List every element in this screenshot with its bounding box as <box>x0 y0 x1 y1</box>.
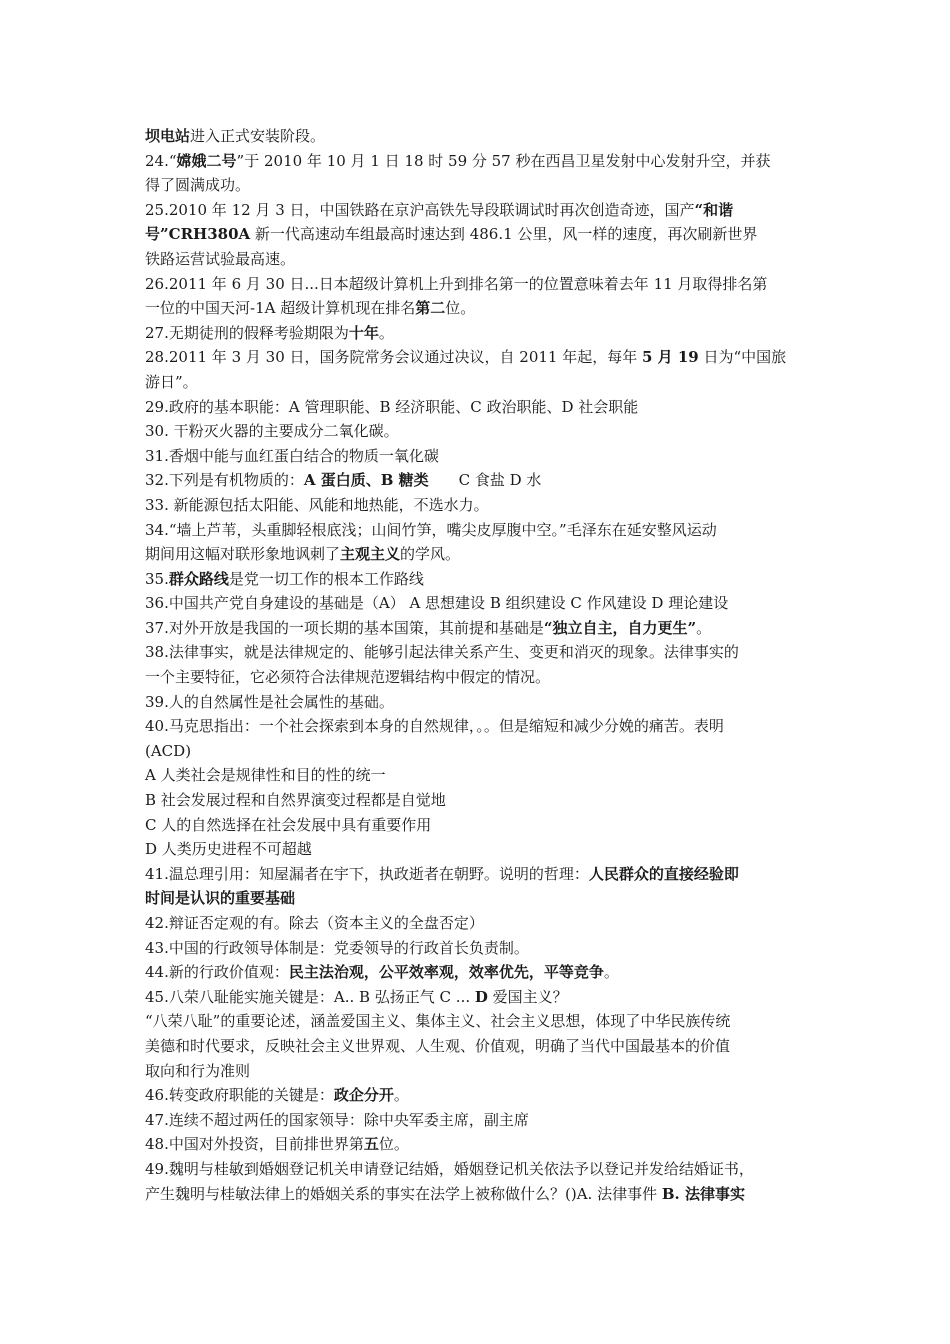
text-line <box>145 345 813 370</box>
text-line <box>145 739 813 764</box>
bold-text-segment: D <box>474 987 488 1006</box>
text-line <box>145 837 813 862</box>
text-segment: 38.法律事实，就是法律规定的、能够引起法律关系产生、变更和消灭的现象。法律事实的 <box>145 643 739 662</box>
text-segment: 28.2011 年 3 月 30 日，国务院常务会议通过决议，自 2011 年起，每年 <box>145 348 642 367</box>
text-segment: 爱国主义？ <box>487 987 568 1006</box>
text-segment: 一位的中国天河-1A 超级计算机现在排名 <box>145 299 416 318</box>
text-segment: 的学风。 <box>400 545 461 564</box>
text-line <box>145 198 813 223</box>
text-segment: 24.“ <box>145 151 177 170</box>
bold-text-segment: 政企分开 <box>333 1086 394 1105</box>
text-segment: 42.辩证否定观的有。除去（资本主义的全盘否定） <box>145 914 484 932</box>
text-line <box>145 813 813 838</box>
text-line <box>145 788 813 813</box>
text-segment: (ACD) <box>145 741 192 760</box>
text-segment: 游日”。 <box>145 372 198 391</box>
text-line <box>145 985 813 1010</box>
text-line <box>145 960 813 985</box>
bold-text-segment: 5 月 19 <box>641 348 699 367</box>
text-line <box>145 714 813 739</box>
bold-text-segment: “独立自主，自力更生” <box>543 618 697 637</box>
text-segment: 40.马克思指出：一个社会探索到本身的自然规律，。。但是缩短和减少分娩的痛苦。表明 <box>145 717 724 736</box>
text-segment: A 人类社会是规律性和目的性的统一 <box>145 766 386 785</box>
text-line <box>145 1108 813 1133</box>
text-line <box>145 124 813 149</box>
text-line <box>145 640 813 665</box>
text-segment: 一个主要特征，它必须符合法律规范逻辑结构中假定的情况。 <box>145 668 551 687</box>
text-segment: 26.2011 年 6 月 30 日...日本超级计算机上升到排名第一的位置意味着去年 11 月取得排名第 <box>145 274 768 293</box>
text-segment: 34.“墙上芦苇，头重脚轻根底浅；山间竹笋，嘴尖皮厚腹中空。”毛泽东在延安整风运动 <box>145 520 717 539</box>
text-segment: C 食盐 D 水 <box>428 471 542 490</box>
text-segment: 27.无期徒刑的假释考验期限为 <box>145 323 349 342</box>
bold-text-segment: 人民群众的直接经验即 <box>588 864 739 883</box>
text-segment: 。 <box>603 963 619 982</box>
bold-text-segment: 十年 <box>348 323 379 342</box>
text-line <box>145 395 813 420</box>
text-segment: 产生魏明与桂敏法律上的婚姻关系的事实在法学上被称做什么？()A. 法律事件 <box>145 1184 662 1203</box>
text-segment: 30. 干粉灭火器的主要成分二氧化碳。 <box>145 422 399 441</box>
text-line <box>145 247 813 272</box>
text-line <box>145 419 813 444</box>
text-line <box>145 1034 813 1059</box>
text-segment: 41.温总理引用：知屋漏者在宇下，执政逝者在朝野。说明的哲理： <box>145 864 589 883</box>
text-segment: 36.中国共产党自身建设的基础是（A） A 思想建设 B 组织建设 C 作风建设 D 理论建设 <box>145 594 729 613</box>
text-line <box>145 272 813 297</box>
bold-text-segment: 民主法治观，公平效率观，效率优先，平等竞争 <box>288 963 604 982</box>
text-line <box>145 1157 813 1182</box>
bold-text-segment: “和谐 <box>694 200 734 219</box>
text-segment: 33. 新能源包括太阳能、风能和地热能，不选水力。 <box>145 495 489 514</box>
text-segment: 。 <box>393 1086 409 1105</box>
bold-text-segment: 群众路线 <box>168 569 229 588</box>
text-line <box>145 862 813 887</box>
text-segment: 取向和行为准则 <box>145 1061 251 1080</box>
text-segment: 45.八荣八耻能实施关键是：A.. B 弘扬正气 C ... <box>145 987 475 1006</box>
text-segment: “八荣八耻”的重要论述，涵盖爱国主义、集体主义、社会主义思想，体现了中华民族传统 <box>145 1012 731 1031</box>
text-segment: 新一代高速动车组最高时速达到 486.1 公里，风一样的速度，再次刷新世界 <box>250 225 758 244</box>
text-segment: 期间用这幅对联形象地讽刺了 <box>145 545 341 564</box>
text-segment: 日为“中国旅 <box>698 348 787 367</box>
text-line <box>145 591 813 616</box>
text-line <box>145 542 813 567</box>
text-segment: 是党一切工作的根本工作路线 <box>228 569 424 588</box>
text-line <box>145 1182 813 1207</box>
text-line <box>145 296 813 321</box>
text-line <box>145 567 813 592</box>
text-line <box>145 173 813 198</box>
text-line <box>145 1083 813 1108</box>
text-segment: C 人的自然选择在社会发展中具有重要作用 <box>145 815 432 834</box>
bold-text-segment: 时间是认识的重要基础 <box>145 889 296 908</box>
text-segment: 31.香烟中能与血红蛋白结合的物质一氧化碳 <box>145 446 439 465</box>
text-segment: 铁路运营试验最高速。 <box>145 249 296 268</box>
text-line <box>145 886 813 911</box>
bold-text-segment: A 蛋白质、B 糖类 <box>303 471 429 490</box>
text-segment: 44.新的行政价值观： <box>145 963 289 982</box>
text-segment: 29.政府的基本职能：A 管理职能、B 经济职能、C 政治职能、D 社会职能 <box>145 397 639 416</box>
bold-text-segment: 五 <box>363 1135 379 1154</box>
bold-text-segment: 号”CRH380A <box>145 225 251 244</box>
text-segment: 32.下列是有机物质的： <box>145 471 304 490</box>
text-segment: 37.对外开放是我国的一项长期的基本国策，其前提和基础是 <box>145 618 544 637</box>
bold-text-segment: 第二 <box>415 299 446 318</box>
text-segment: 43.中国的行政领导体制是：党委领导的行政首长负责制。 <box>145 938 529 957</box>
text-line <box>145 911 813 936</box>
text-line <box>145 690 813 715</box>
text-segment: 48.中国对外投资，目前排世界第 <box>145 1135 364 1154</box>
text-line <box>145 222 813 247</box>
text-segment: D 人类历史进程不可超越 <box>145 840 312 859</box>
text-line <box>145 1132 813 1157</box>
text-line <box>145 370 813 395</box>
text-line <box>145 321 813 346</box>
text-line <box>145 493 813 518</box>
text-segment: 位。 <box>445 299 476 318</box>
text-line <box>145 1059 813 1084</box>
text-segment: 49.魏明与桂敏到婚姻登记机关申请登记结婚，婚姻登记机关依法予以登记并发给结婚证书， <box>145 1159 754 1178</box>
bold-text-segment: B. 法律事实 <box>661 1184 745 1203</box>
bold-text-segment: 嫦娥二号 <box>176 151 237 170</box>
text-segment: 47.连续不超过两任的国家领导：除中央军委主席，副主席 <box>145 1110 529 1129</box>
text-segment: 25.2010 年 12 月 3 日，中国铁路在京沪高铁先导段联调试时再次创造奇迹，国产 <box>145 200 695 219</box>
bold-text-segment: 坝电站 <box>145 127 191 145</box>
text-segment: 35. <box>145 569 169 588</box>
text-line <box>145 936 813 961</box>
text-segment: 。 <box>378 323 394 342</box>
document-body <box>145 124 813 1206</box>
text-segment: ”于 2010 年 10 月 1 日 18 时 59 分 57 秒在西昌卫星发射中心发射升空，并获 <box>236 151 771 170</box>
text-line <box>145 444 813 469</box>
text-line <box>145 763 813 788</box>
text-segment: 39.人的自然属性是社会属性的基础。 <box>145 692 394 711</box>
text-line <box>145 665 813 690</box>
text-segment: 位。 <box>378 1135 409 1154</box>
text-segment: 美德和时代要求，反映社会主义世界观、人生观、价值观，明确了当代中国最基本的价值 <box>145 1036 731 1055</box>
text-line <box>145 149 813 174</box>
text-segment: B 社会发展过程和自然界演变过程都是自觉地 <box>145 791 446 810</box>
bold-text-segment: 主观主义 <box>340 545 401 564</box>
text-segment: 进入正式安装阶段。 <box>190 127 326 145</box>
text-line <box>145 468 813 493</box>
text-segment: 46.转变政府职能的关键是： <box>145 1086 334 1105</box>
text-line <box>145 518 813 543</box>
text-segment: 。 <box>696 618 712 637</box>
text-line <box>145 1009 813 1034</box>
text-line <box>145 616 813 641</box>
text-segment: 得了圆满成功。 <box>145 176 251 195</box>
